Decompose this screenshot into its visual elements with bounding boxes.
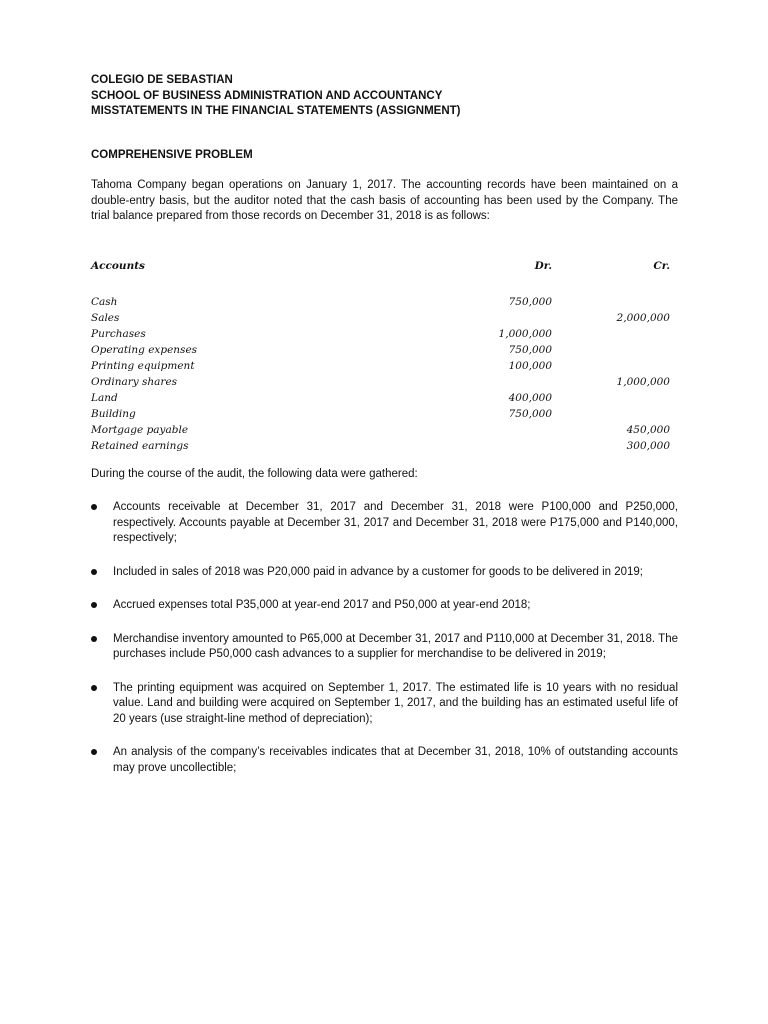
credit-amount: 300,000	[626, 440, 670, 452]
debit-amount: 400,000	[508, 392, 552, 404]
bullet-icon	[91, 685, 97, 691]
debit-column-header: Dr.	[534, 260, 552, 272]
trial-balance-table	[91, 258, 678, 454]
list-item	[91, 681, 678, 728]
list-item-text: The printing equipment was acquired on September 1, 2017. The estimated life is 10 years with no residual value. Land and building were acquired on September 1, 2017, and the building has an estimated useful life of 20 years (use straight-line method of depreciation);	[113, 681, 678, 725]
account-name: Retained earnings	[91, 440, 189, 452]
list-item	[91, 565, 678, 581]
account-name: Cash	[91, 296, 118, 308]
table-row	[91, 374, 678, 390]
list-item	[91, 632, 678, 663]
assignment-title: MISSTATEMENTS IN THE FINANCIAL STATEMENTS (ASSIGNMENT)	[91, 105, 461, 117]
list-item-text: Included in sales of 2018 was P20,000 paid in advance by a customer for goods to be delivered in 2019;	[113, 565, 643, 578]
table-row	[91, 422, 678, 438]
table-row	[91, 438, 678, 454]
account-name: Operating expenses	[91, 344, 198, 356]
table-row	[91, 390, 678, 406]
credit-amount: 2,000,000	[616, 312, 670, 324]
bullet-icon	[91, 602, 97, 608]
list-item-text: An analysis of the company’s receivables indicates that at December 31, 2018, 10% of outstanding accounts may prove uncollectible;	[113, 746, 678, 774]
debit-amount: 750,000	[508, 344, 552, 356]
debit-amount: 750,000	[508, 296, 552, 308]
credit-amount: 1,000,000	[616, 376, 670, 388]
bullet-icon	[91, 636, 97, 642]
section-title: COMPREHENSIVE PROBLEM	[91, 149, 253, 161]
list-item-text: Accounts receivable at December 31, 2017 and December 31, 2018 were P100,000 and P250,000, respectively. Accounts payable at December 31, 2017 and December 31, 2018 were P175,000 and P140,000, respectively;	[113, 501, 678, 544]
table-row	[91, 358, 678, 374]
audit-intro: During the course of the audit, the following data were gathered:	[91, 468, 418, 480]
account-name: Purchases	[91, 328, 146, 340]
list-item-text: Accrued expenses total P35,000 at year-end 2017 and P50,000 at year-end 2018;	[113, 599, 531, 611]
list-item	[91, 500, 678, 547]
account-name: Sales	[91, 312, 120, 324]
table-row	[91, 342, 678, 358]
account-name: Building	[91, 408, 136, 420]
list-item	[91, 598, 678, 614]
table-row	[91, 310, 678, 326]
debit-amount: 750,000	[508, 408, 552, 420]
table-row	[91, 406, 678, 422]
trial-balance-rows	[91, 294, 678, 454]
trial-balance-header	[91, 258, 678, 274]
department-name: SCHOOL OF BUSINESS ADMINISTRATION AND ACCOUNTANCY	[91, 89, 443, 102]
accounts-column-header: Accounts	[91, 260, 145, 272]
account-name: Printing equipment	[91, 360, 195, 372]
list-item-text: Merchandise inventory amounted to P65,000 at December 31, 2017 and P110,000 at December 31, 2018. The purchases include P50,000 cash advances to a supplier for merchandise to be delivered in 2019;	[113, 632, 678, 660]
debit-amount: 100,000	[508, 360, 552, 372]
credit-amount: 450,000	[626, 424, 670, 436]
account-name: Mortgage payable	[91, 424, 189, 436]
table-row	[91, 326, 678, 342]
intro-paragraph: Tahoma Company began operations on January 1, 2017. The accounting records have been maintained on a double-entry basis, but the auditor noted that the cash basis of accounting has been used by the Company. The trial balance prepared from those records on December 31, 2018 is as follows:	[91, 179, 678, 222]
credit-column-header: Cr.	[653, 260, 670, 272]
audit-data-list	[91, 500, 678, 794]
document-header	[91, 73, 691, 120]
bullet-icon	[91, 504, 97, 510]
bullet-icon	[91, 569, 97, 575]
account-name: Ordinary shares	[91, 376, 178, 388]
debit-amount: 1,000,000	[498, 328, 552, 340]
school-name: COLEGIO DE SEBASTIAN	[91, 74, 233, 86]
bullet-icon	[91, 749, 97, 755]
account-name: Land	[91, 392, 118, 404]
list-item	[91, 745, 678, 776]
table-row	[91, 294, 678, 310]
